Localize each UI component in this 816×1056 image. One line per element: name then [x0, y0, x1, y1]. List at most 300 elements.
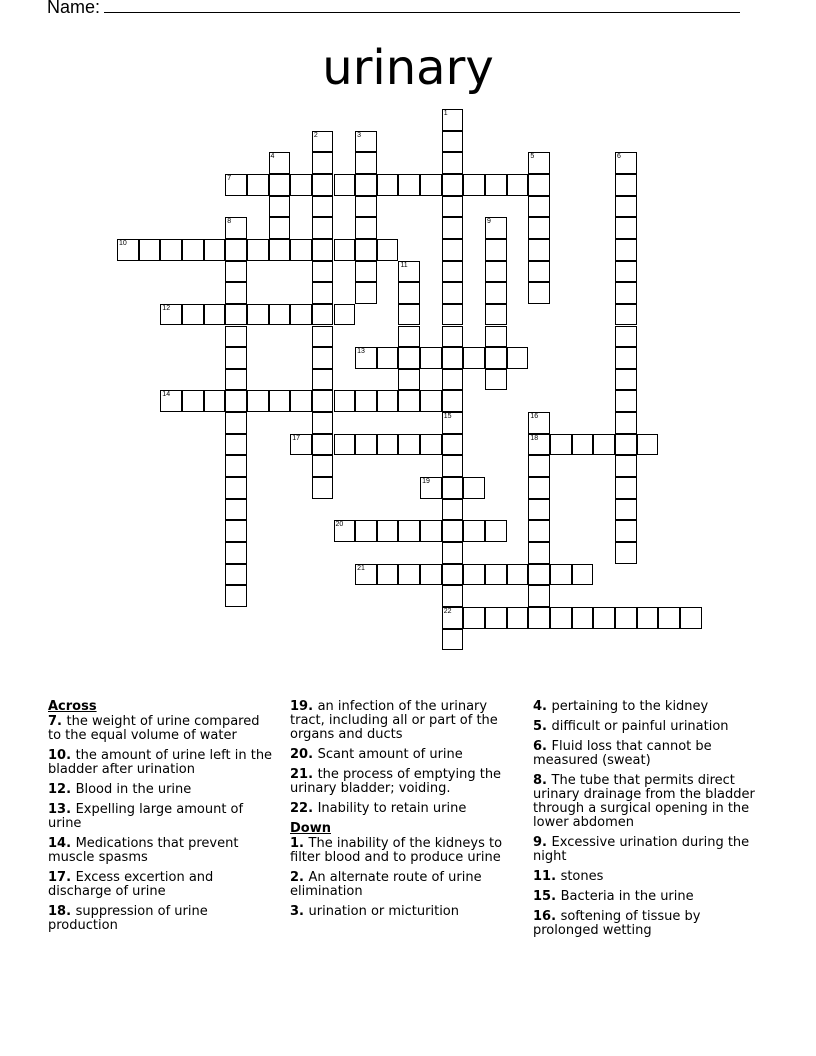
clue-dot: . [308, 767, 318, 782]
clue-text: pertaining to the kidney [551, 699, 709, 714]
grid-cell[interactable] [615, 326, 637, 348]
clue-number: 19 [290, 699, 309, 714]
grid-cell[interactable] [528, 542, 550, 564]
clue-text: Fluid loss that cannot be measured (sweat) [533, 739, 712, 768]
grid-cell[interactable] [615, 217, 637, 239]
grid-cell[interactable] [398, 564, 420, 586]
grid-cell[interactable] [442, 412, 464, 434]
grid-cell[interactable] [615, 607, 637, 629]
grid-cell[interactable] [463, 477, 485, 499]
clue-text: an infection of the urinary tract, including all or part of the organs and ducts [290, 699, 498, 742]
clue-dot: . [66, 836, 76, 851]
grid-cell[interactable] [528, 477, 550, 499]
grid-cell[interactable] [485, 520, 507, 542]
grid-cell[interactable] [182, 239, 204, 261]
grid-cell[interactable] [615, 174, 637, 196]
grid-cell[interactable] [507, 564, 529, 586]
clue-across-17 [48, 871, 276, 899]
grid-cell[interactable] [550, 564, 572, 586]
grid-cell[interactable] [377, 564, 399, 586]
grid-cell[interactable] [442, 131, 464, 153]
grid-cell[interactable] [290, 434, 312, 456]
name-label: Name: [47, 0, 101, 17]
grid-cell[interactable] [485, 217, 507, 239]
grid-cell[interactable] [615, 455, 637, 477]
grid-cell[interactable] [442, 585, 464, 607]
grid-cell[interactable] [398, 347, 420, 369]
grid-cell[interactable] [312, 282, 334, 304]
cell-number: 4 [270, 153, 275, 161]
clue-across-13 [48, 803, 276, 831]
grid-cell[interactable] [463, 564, 485, 586]
grid-cell[interactable] [528, 585, 550, 607]
clue-dot: . [542, 719, 552, 734]
grid-cell[interactable] [225, 455, 247, 477]
clue-number: 20 [290, 747, 309, 762]
grid-cell[interactable] [615, 369, 637, 391]
grid-cell[interactable] [377, 390, 399, 412]
cell-number: 18 [530, 434, 539, 442]
clue-across-19 [290, 700, 518, 742]
grid-cell[interactable] [312, 304, 334, 326]
grid-cell[interactable] [528, 564, 550, 586]
grid-cell[interactable] [225, 434, 247, 456]
grid-cell[interactable] [420, 520, 442, 542]
grid-cell[interactable] [485, 174, 507, 196]
clue-text: suppression of urine production [48, 904, 208, 933]
cell-number: 20 [335, 521, 344, 529]
grid-cell[interactable] [442, 434, 464, 456]
grid-cell[interactable] [550, 607, 572, 629]
grid-cell[interactable] [225, 499, 247, 521]
grid-cell[interactable] [355, 217, 377, 239]
grid-cell[interactable] [398, 174, 420, 196]
cell-number: 8 [227, 218, 232, 226]
grid-cell[interactable] [593, 607, 615, 629]
grid-cell[interactable] [442, 239, 464, 261]
grid-cell[interactable] [528, 455, 550, 477]
clue-number: 13 [48, 802, 67, 817]
grid-cell[interactable] [615, 261, 637, 283]
grid-cell[interactable] [463, 607, 485, 629]
grid-cell[interactable] [442, 174, 464, 196]
clue-number: 18 [48, 904, 67, 919]
grid-cell[interactable] [312, 477, 334, 499]
grid-cell[interactable] [355, 282, 377, 304]
grid-cell[interactable] [312, 217, 334, 239]
clue-text: Scant amount of urine [317, 747, 463, 762]
grid-cell[interactable] [528, 434, 550, 456]
grid-cell[interactable] [182, 390, 204, 412]
grid-cell[interactable] [290, 390, 312, 412]
grid-cell[interactable] [225, 369, 247, 391]
clue-number: 9 [533, 835, 543, 850]
cell-number: 19 [422, 478, 430, 486]
grid-cell[interactable] [225, 304, 247, 326]
grid-cell[interactable] [442, 520, 464, 542]
grid-cell[interactable] [442, 564, 464, 586]
grid-cell[interactable] [312, 455, 334, 477]
grid-cell[interactable] [398, 282, 420, 304]
grid-cell[interactable] [420, 390, 442, 412]
clue-dot: . [542, 699, 552, 714]
clue-down-5 [533, 720, 768, 734]
grid-cell[interactable] [615, 390, 637, 412]
cell-number: 7 [227, 174, 232, 182]
grid-cell[interactable] [528, 412, 550, 434]
grid-cell[interactable] [290, 174, 312, 196]
grid-cell[interactable] [269, 217, 291, 239]
grid-cell[interactable] [334, 174, 356, 196]
grid-cell[interactable] [658, 607, 680, 629]
grid-cell[interactable] [290, 239, 312, 261]
grid-cell[interactable] [528, 152, 550, 174]
grid-cell[interactable] [485, 282, 507, 304]
grid-cell[interactable] [420, 434, 442, 456]
grid-cell[interactable] [637, 607, 659, 629]
cell-number: 16 [530, 413, 539, 421]
grid-cell[interactable] [334, 434, 356, 456]
grid-cell[interactable] [615, 477, 637, 499]
cell-number: 15 [443, 413, 452, 421]
grid-cell[interactable] [377, 347, 399, 369]
clue-number: 7 [48, 714, 58, 729]
grid-cell[interactable] [485, 239, 507, 261]
grid-cell[interactable] [312, 131, 334, 153]
grid-cell[interactable] [160, 239, 182, 261]
clue-dot: . [299, 904, 309, 919]
grid-cell[interactable] [312, 196, 334, 218]
grid-cell[interactable] [117, 239, 139, 261]
grid-cell[interactable] [204, 304, 226, 326]
grid-cell[interactable] [204, 390, 226, 412]
grid-cell[interactable] [377, 520, 399, 542]
grid-cell[interactable] [377, 434, 399, 456]
grid-cell[interactable] [269, 390, 291, 412]
grid-cell[interactable] [572, 564, 594, 586]
grid-cell[interactable] [160, 390, 182, 412]
grid-cell[interactable] [528, 174, 550, 196]
grid-cell[interactable] [420, 564, 442, 586]
clue-text: Expelling large amount of urine [48, 802, 244, 831]
grid-cell[interactable] [528, 282, 550, 304]
grid-cell[interactable] [528, 499, 550, 521]
grid-cell[interactable] [680, 607, 702, 629]
grid-cell[interactable] [312, 434, 334, 456]
grid-cell[interactable] [225, 542, 247, 564]
grid-cell[interactable] [615, 152, 637, 174]
grid-cell[interactable] [312, 390, 334, 412]
clue-down-11 [533, 870, 768, 884]
grid-cell[interactable] [225, 282, 247, 304]
grid-cell[interactable] [247, 304, 269, 326]
grid-cell[interactable] [485, 607, 507, 629]
grid-cell[interactable] [485, 326, 507, 348]
cell-number: 13 [357, 348, 365, 356]
clue-across-18 [48, 905, 276, 933]
clue-dot: . [542, 773, 552, 788]
grid-cell[interactable] [442, 326, 464, 348]
grid-cell[interactable] [225, 326, 247, 348]
clue-down-9 [533, 836, 768, 864]
grid-cell[interactable] [225, 412, 247, 434]
clue-text: An alternate route of urine elimination [290, 870, 482, 899]
clue-number: 1 [290, 836, 300, 851]
cell-number: 2 [313, 131, 318, 139]
grid-cell[interactable] [225, 585, 247, 607]
grid-cell[interactable] [355, 347, 377, 369]
grid-cell[interactable] [355, 261, 377, 283]
grid-cell[interactable] [572, 607, 594, 629]
grid-cell[interactable] [463, 347, 485, 369]
grid-cell[interactable] [615, 520, 637, 542]
cell-number: 22 [443, 607, 452, 615]
clue-number: 3 [290, 904, 300, 919]
cell-number: 9 [487, 218, 491, 226]
clue-text: stones [560, 869, 604, 884]
clue-number: 10 [48, 748, 67, 763]
grid-cell[interactable] [312, 174, 334, 196]
grid-cell[interactable] [355, 520, 377, 542]
cell-number: 14 [162, 391, 171, 399]
across-heading: Across [48, 699, 97, 714]
clue-dot: . [66, 904, 76, 919]
grid-cell[interactable] [442, 390, 464, 412]
clue-number: 12 [48, 782, 67, 797]
grid-cell[interactable] [334, 520, 356, 542]
grid-cell[interactable] [442, 152, 464, 174]
clue-text: Excessive urination during the night [533, 835, 750, 864]
grid-cell[interactable] [485, 369, 507, 391]
grid-cell[interactable] [528, 217, 550, 239]
clues-column-1 [48, 700, 276, 939]
grid-cell[interactable] [442, 347, 464, 369]
grid-cell[interactable] [442, 499, 464, 521]
grid-cell[interactable] [463, 520, 485, 542]
grid-cell[interactable] [269, 174, 291, 196]
clue-number: 14 [48, 836, 67, 851]
clue-across-20 [290, 748, 518, 762]
clue-text: difficult or painful urination [551, 719, 729, 734]
clue-dot: . [57, 714, 67, 729]
grid-cell[interactable] [225, 564, 247, 586]
grid-cell[interactable] [485, 261, 507, 283]
clue-across-14 [48, 837, 276, 865]
grid-cell[interactable] [615, 412, 637, 434]
grid-cell[interactable] [355, 239, 377, 261]
grid-cell[interactable] [398, 520, 420, 542]
grid-cell[interactable] [615, 499, 637, 521]
grid-cell[interactable] [485, 304, 507, 326]
grid-cell[interactable] [593, 434, 615, 456]
grid-cell[interactable] [528, 261, 550, 283]
cell-number: 17 [292, 434, 300, 442]
grid-cell[interactable] [355, 196, 377, 218]
grid-cell[interactable] [334, 390, 356, 412]
clue-number: 16 [533, 909, 552, 924]
grid-cell[interactable] [507, 347, 529, 369]
grid-cell[interactable] [615, 304, 637, 326]
clue-down-6 [533, 740, 768, 768]
clue-text: softening of tissue by prolonged wetting [533, 909, 701, 938]
grid-cell[interactable] [442, 542, 464, 564]
grid-cell[interactable] [507, 174, 529, 196]
clue-text: Inability to retain urine [317, 801, 467, 816]
clue-down-16 [533, 910, 768, 938]
grid-cell[interactable] [312, 412, 334, 434]
grid-cell[interactable] [442, 196, 464, 218]
grid-cell[interactable] [182, 304, 204, 326]
grid-cell[interactable] [442, 629, 464, 651]
grid-cell[interactable] [269, 304, 291, 326]
grid-cell[interactable] [398, 261, 420, 283]
grid-cell[interactable] [247, 174, 269, 196]
grid-cell[interactable] [355, 390, 377, 412]
clue-number: 22 [290, 801, 309, 816]
grid-cell[interactable] [420, 174, 442, 196]
grid-cell[interactable] [355, 564, 377, 586]
grid-cell[interactable] [225, 477, 247, 499]
grid-cell[interactable] [269, 152, 291, 174]
clue-text: urination or micturition [308, 904, 459, 919]
clue-number: 17 [48, 870, 67, 885]
clue-dot: . [551, 889, 561, 904]
grid-cell[interactable] [615, 196, 637, 218]
clue-across-10 [48, 749, 276, 777]
grid-cell[interactable] [615, 542, 637, 564]
grid-cell[interactable] [615, 239, 637, 261]
grid-cell[interactable] [615, 434, 637, 456]
grid-cell[interactable] [420, 477, 442, 499]
grid-cell[interactable] [442, 369, 464, 391]
clue-number: 8 [533, 773, 543, 788]
clue-down-2 [290, 871, 518, 899]
grid-cell[interactable] [572, 434, 594, 456]
clues-column-2 [290, 700, 518, 925]
grid-cell[interactable] [442, 304, 464, 326]
clue-down-1 [290, 837, 518, 865]
grid-cell[interactable] [420, 347, 442, 369]
puzzle-title: urinary [322, 40, 494, 96]
clue-text: Medications that prevent muscle spasms [48, 836, 239, 865]
grid-cell[interactable] [507, 607, 529, 629]
grid-cell[interactable] [550, 434, 572, 456]
clue-text: Blood in the urine [75, 782, 192, 797]
grid-cell[interactable] [312, 347, 334, 369]
grid-cell[interactable] [442, 261, 464, 283]
grid-cell[interactable] [398, 369, 420, 391]
grid-cell[interactable] [312, 261, 334, 283]
clue-across-7 [48, 715, 276, 743]
down-heading: Down [290, 821, 331, 836]
grid-cell[interactable] [269, 196, 291, 218]
grid-cell[interactable] [442, 109, 464, 131]
grid-cell[interactable] [269, 239, 291, 261]
grid-cell[interactable] [312, 369, 334, 391]
clue-dot: . [551, 909, 561, 924]
clue-number: 15 [533, 889, 552, 904]
grid-cell[interactable] [312, 239, 334, 261]
grid-cell[interactable] [355, 152, 377, 174]
grid-cell[interactable] [615, 347, 637, 369]
clue-dot: . [66, 782, 76, 797]
grid-cell[interactable] [528, 520, 550, 542]
grid-cell[interactable] [225, 174, 247, 196]
clue-dot: . [66, 748, 76, 763]
grid-cell[interactable] [247, 390, 269, 412]
clue-text: Excess excertion and discharge of urine [48, 870, 214, 899]
clue-text: the amount of urine left in the bladder after urination [48, 748, 273, 777]
clue-dot: . [66, 802, 76, 817]
grid-cell[interactable] [139, 239, 161, 261]
cell-number: 6 [616, 153, 621, 161]
grid-cell[interactable] [398, 304, 420, 326]
grid-cell[interactable] [485, 564, 507, 586]
grid-cell[interactable] [225, 217, 247, 239]
clue-number: 2 [290, 870, 300, 885]
grid-cell[interactable] [528, 196, 550, 218]
grid-cell[interactable] [615, 282, 637, 304]
clue-across-21 [290, 768, 518, 796]
grid-cell[interactable] [312, 152, 334, 174]
grid-cell[interactable] [442, 477, 464, 499]
grid-cell[interactable] [528, 607, 550, 629]
clue-number: 6 [533, 739, 543, 754]
grid-cell[interactable] [463, 174, 485, 196]
grid-cell[interactable] [398, 326, 420, 348]
grid-cell[interactable] [442, 607, 464, 629]
grid-cell[interactable] [377, 239, 399, 261]
clue-dot: . [542, 835, 552, 850]
clues-column-3 [533, 700, 768, 944]
clue-across-12 [48, 783, 276, 797]
grid-cell[interactable] [398, 434, 420, 456]
grid-cell[interactable] [225, 390, 247, 412]
clue-dot: . [542, 739, 552, 754]
clue-text: Bacteria in the urine [560, 889, 694, 904]
clue-dot: . [308, 747, 318, 762]
grid-cell[interactable] [528, 239, 550, 261]
cell-number: 1 [443, 110, 448, 117]
clue-dot: . [299, 870, 309, 885]
grid-cell[interactable] [637, 434, 659, 456]
grid-cell[interactable] [225, 520, 247, 542]
grid-cell[interactable] [225, 347, 247, 369]
grid-cell[interactable] [225, 239, 247, 261]
grid-cell[interactable] [247, 239, 269, 261]
grid-cell[interactable] [312, 326, 334, 348]
grid-cell[interactable] [355, 131, 377, 153]
grid-cell[interactable] [160, 304, 182, 326]
grid-cell[interactable] [204, 239, 226, 261]
grid-cell[interactable] [485, 347, 507, 369]
grid-cell[interactable] [290, 304, 312, 326]
clue-dot: . [66, 870, 76, 885]
clue-dot: . [299, 836, 309, 851]
cell-number: 12 [162, 304, 171, 312]
grid-cell[interactable] [355, 174, 377, 196]
grid-cell[interactable] [334, 304, 356, 326]
clue-text: the weight of urine compared to the equal volume of water [48, 714, 260, 743]
grid-cell[interactable] [355, 434, 377, 456]
grid-cell[interactable] [442, 217, 464, 239]
grid-cell[interactable] [225, 261, 247, 283]
grid-cell[interactable] [442, 455, 464, 477]
grid-cell[interactable] [377, 174, 399, 196]
grid-cell[interactable] [398, 390, 420, 412]
grid-cell[interactable] [442, 282, 464, 304]
grid-cell[interactable] [334, 239, 356, 261]
